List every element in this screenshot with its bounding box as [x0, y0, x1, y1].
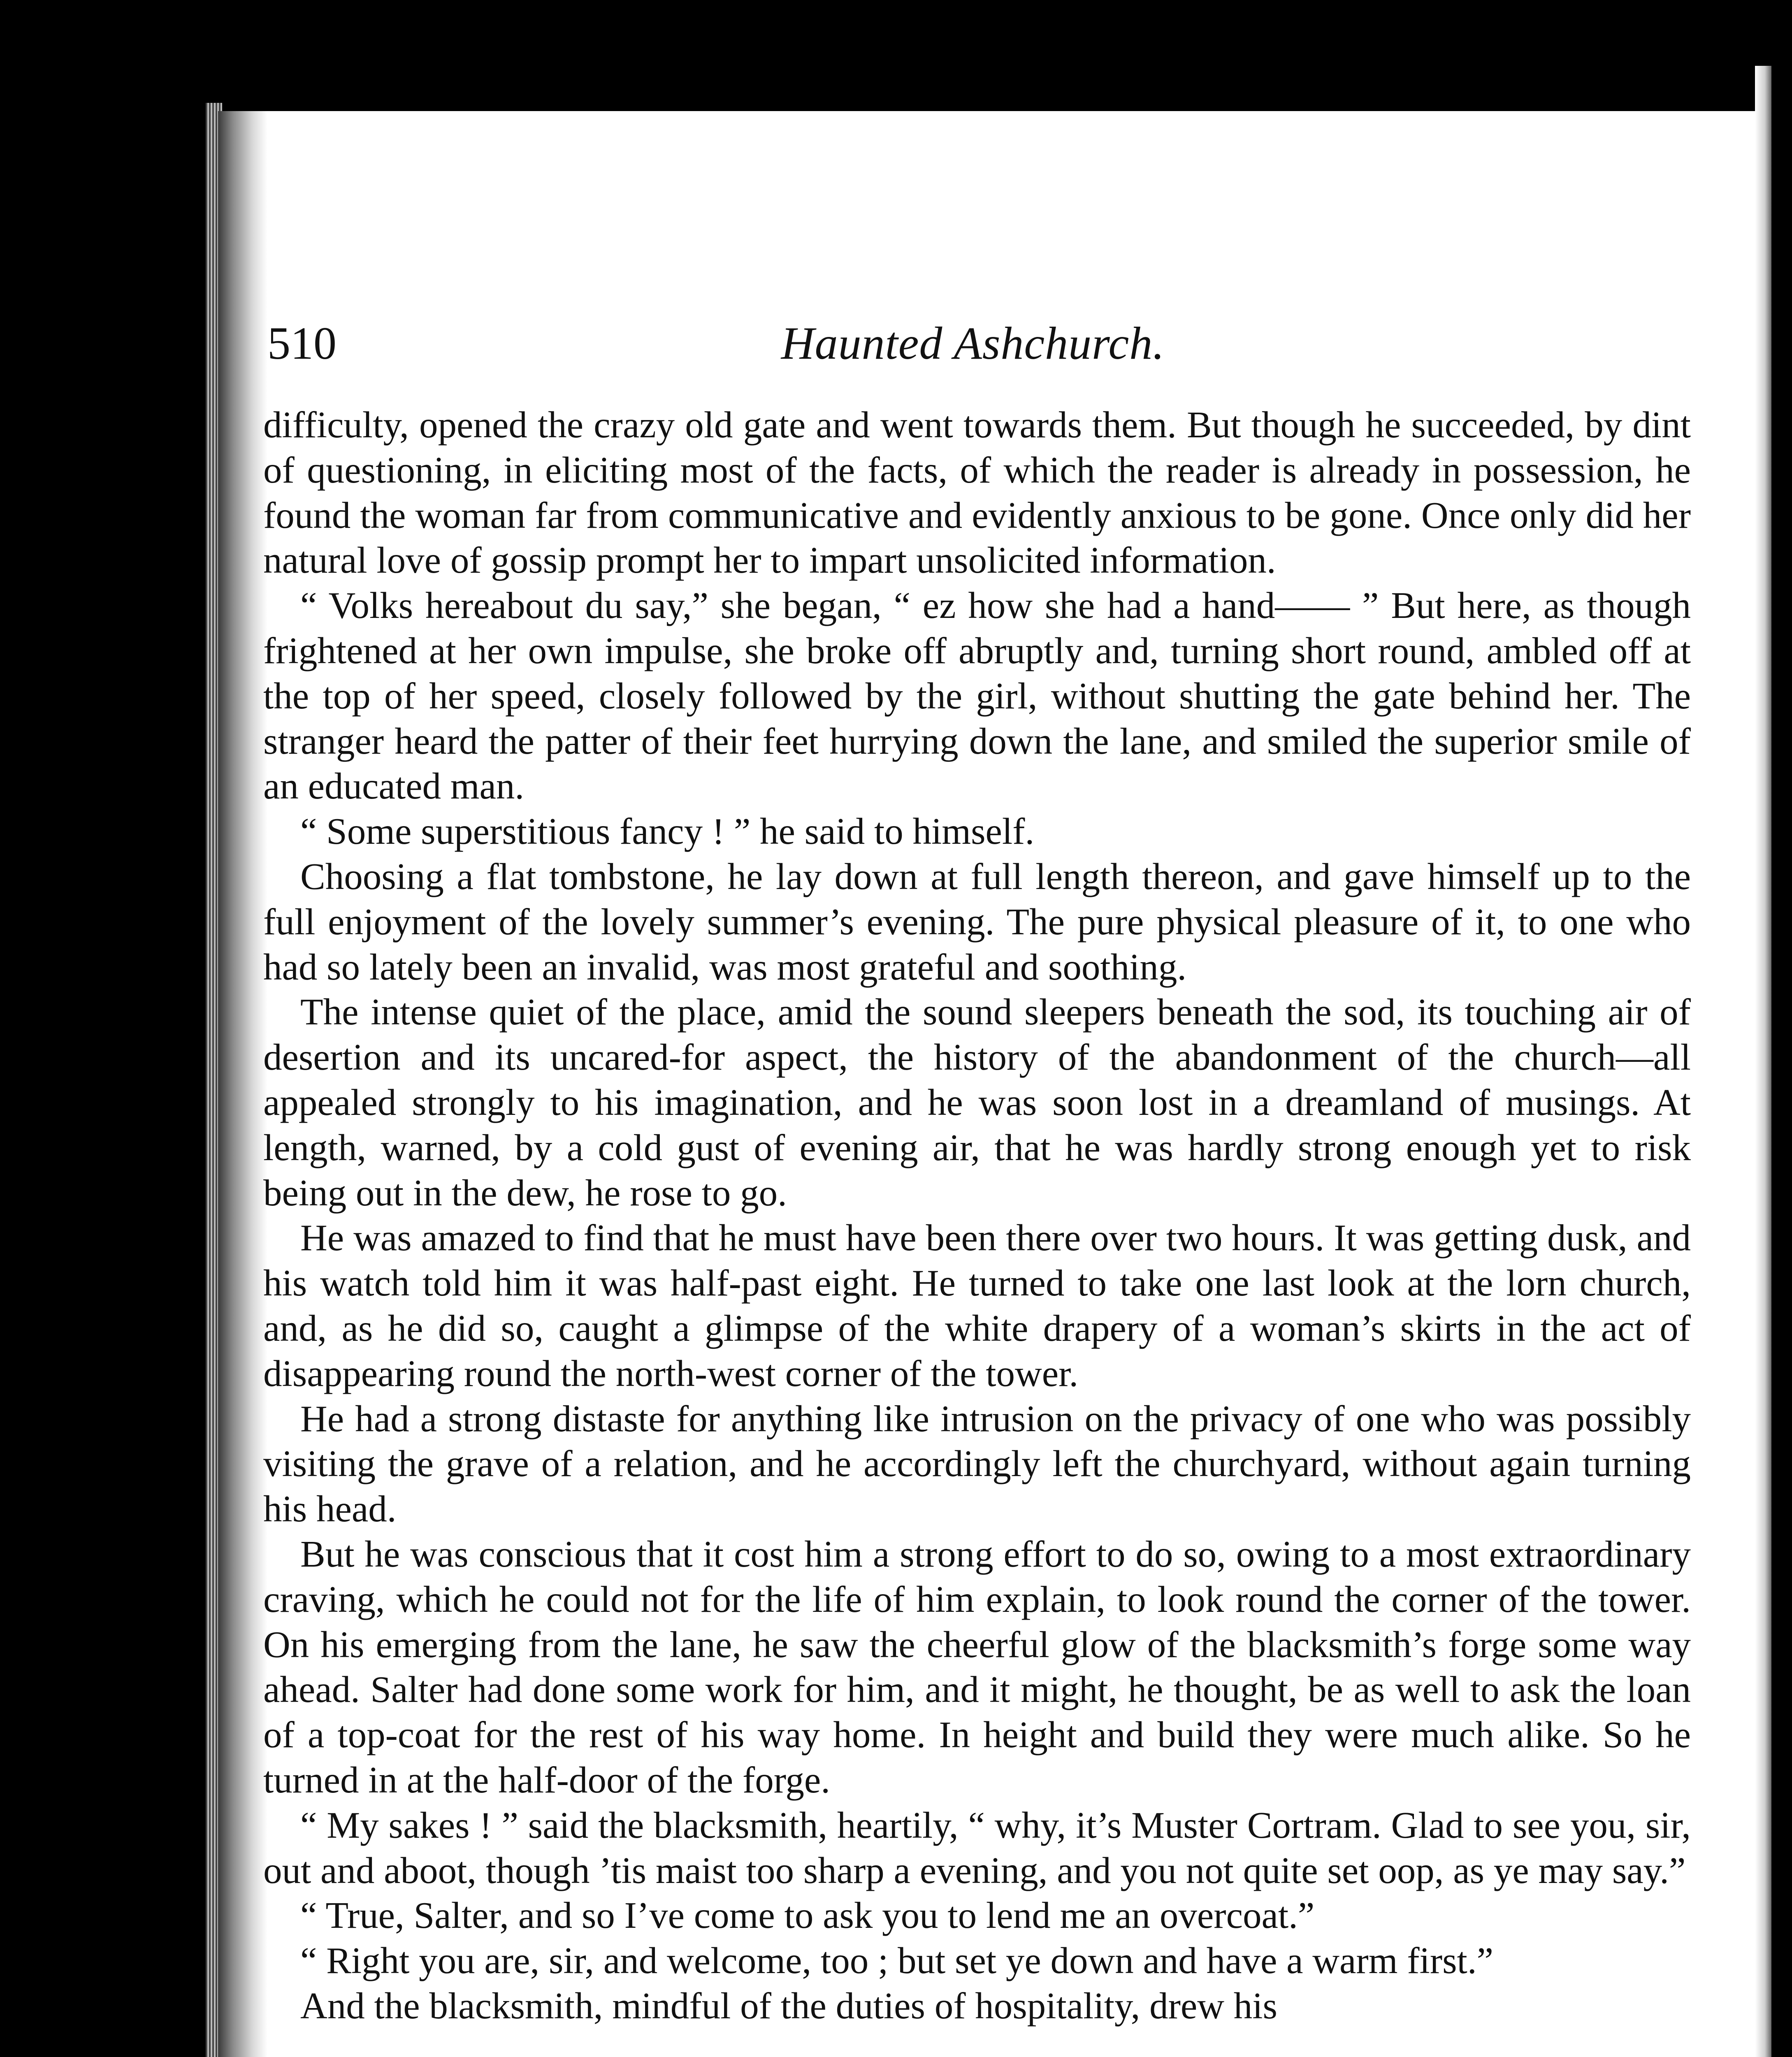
paragraph-2: “ Volks hereabout du say,” she began, “ ez how she had a hand—— ” But here, as though frightened at her own impulse, she broke off abruptly and, turning short round, ambled off at the top of her speed, closely followed by the girl, without shutting the gate behind her. The stranger heard the patter of their feet hurrying down the lane, and smiled the superior smile of an educated man. — [263, 585, 1691, 807]
running-head — [267, 313, 1678, 374]
paragraph-3: “ Some superstitious fancy ! ” he said to himself. — [300, 810, 1035, 852]
page-number: 510 — [267, 318, 337, 369]
running-title: Haunted Ashchurch. — [781, 318, 1165, 369]
page-gutter-shadow — [218, 111, 267, 2057]
page-edge-right — [1755, 66, 1771, 2057]
paragraph-11: “ Right you are, sir, and welcome, too ; but set ye down and have a warm first.” — [300, 1940, 1493, 1982]
paragraph-9: “ My sakes ! ” said the blacksmith, heartily, “ why, it’s Muster Cortram. Glad to see you, sir, out and aboot, though ’tis maist too sharp a evening, and you not quite set oop, as ye may say.” — [263, 1804, 1691, 1891]
paragraph-8: But he was conscious that it cost him a strong effort to do so, owing to a most extraordinary craving, which he could not for the life of him explain, to look round the corner of the tower. On his emerging from the lane, he saw the cheerful glow of the blacksmith’s forge some way ahead. Salter had done some work for him, and it might, he thought, be as well to ask the loan of a top-coat for the rest of his way home. In height and build they were much alike. So he turned in at the half-door of the forge. — [263, 1533, 1691, 1801]
paragraph-12: And the blacksmith, mindful of the duties of hospitality, drew his — [300, 1985, 1277, 2027]
body-text — [263, 402, 1691, 2029]
paragraph-10: “ True, Salter, and so I’ve come to ask you to lend me an overcoat.” — [300, 1894, 1315, 1936]
paragraph-7: He had a strong distaste for anything like intrusion on the privacy of one who was possibly visiting the grave of a relation, and he accordingly left the churchyard, without again turning his head. — [263, 1398, 1691, 1530]
paragraph-1: difficulty, opened the crazy old gate and went towards them. But though he succeeded, by dint of questioning, in eliciting most of the facts, of which the reader is already in possession, he found the woman far from communicative and evidently anxious to be gone. Once only did her natural love of gossip prompt her to impart unsolicited information. — [263, 404, 1691, 581]
paragraph-4: Choosing a flat tombstone, he lay down at full length thereon, and gave himself up to the full enjoyment of the lovely summer’s evening. The pure physical pleasure of it, to one who had so lately been an invalid, was most grateful and soothing. — [263, 855, 1691, 988]
paragraph-6: He was amazed to find that he must have been there over two hours. It was getting dusk, and his watch told him it was half-past eight. He turned to take one last look at the lorn church, and, as he did so, caught a glimpse of the white drapery of a woman’s skirts in the act of disappearing round the north-west corner of the tower. — [263, 1217, 1691, 1394]
paragraph-5: The intense quiet of the place, amid the sound sleepers beneath the sod, its touching air of desertion and its uncared-for aspect, the history of the abandonment of the church—all appealed strongly to his imagination, and he was soon lost in a dreamland of musings. At length, warned, by a cold gust of evening air, that he was hardly strong enough yet to risk being out in the dew, he rose to go. — [263, 991, 1691, 1214]
